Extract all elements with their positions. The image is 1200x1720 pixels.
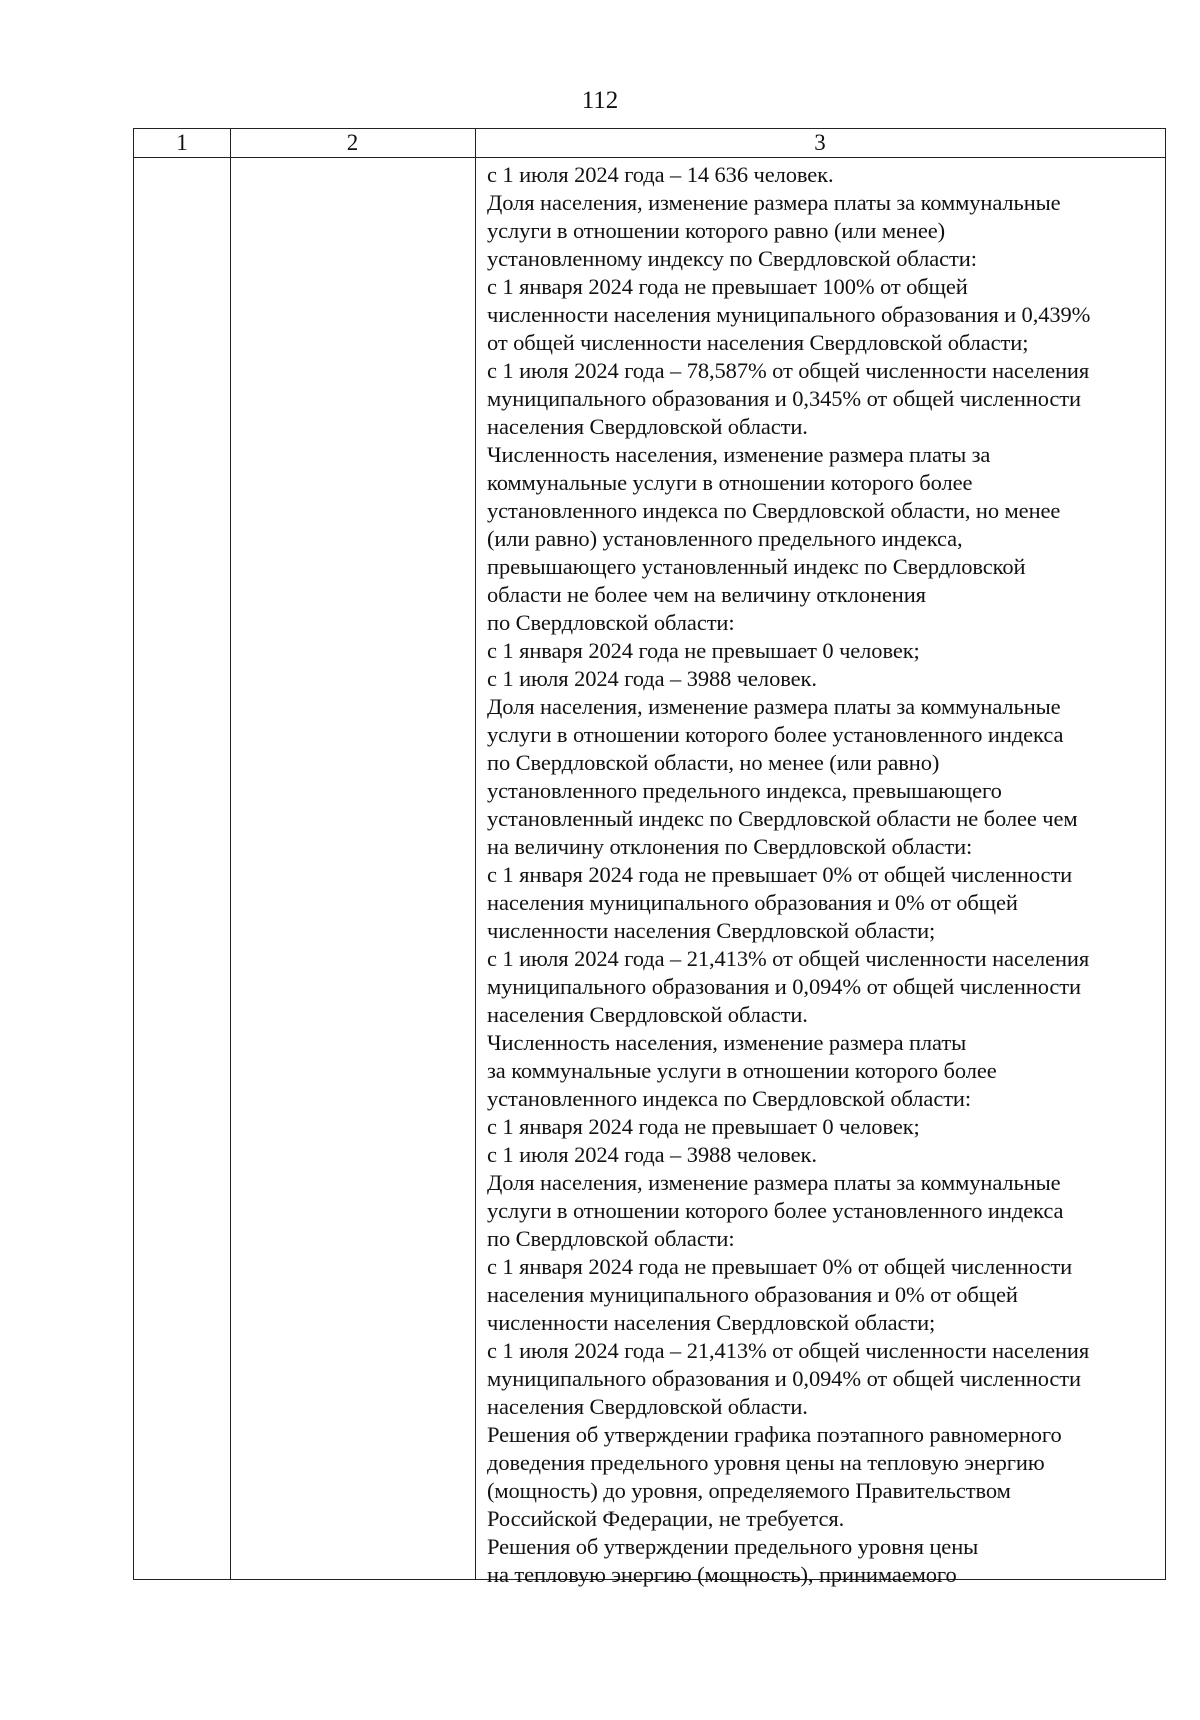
text-line: Доля населения, изменение размера платы за коммунальные — [487, 694, 1061, 719]
text-line: населения Свердловской области. — [487, 414, 808, 439]
text-line: области не более чем на величину отклонения — [487, 582, 926, 607]
page-number: 112 — [581, 87, 619, 114]
text-line: муниципального образования и 0,345% от общей численности — [487, 386, 1081, 411]
text-line: установленному индексу по Свердловской области: — [487, 246, 977, 271]
text-line: установленного предельного индекса, превышающего — [487, 778, 1002, 803]
text-line: превышающего установленный индекс по Свердловской — [487, 554, 1026, 579]
text-line: населения муниципального образования и 0% от общей — [487, 1282, 1018, 1307]
text-line: численности населения муниципального образования и 0,439% — [487, 302, 1091, 327]
text-line: за коммунальные услуги в отношении которого более — [487, 1058, 997, 1083]
text-line: по Свердловской области: — [487, 610, 735, 635]
text-line: с 1 января 2024 года не превышает 0 человек; — [487, 638, 920, 663]
text-line: с 1 июля 2024 года – 21,413% от общей численности населения — [487, 946, 1090, 971]
table-header-row — [134, 129, 1165, 158]
text-line: от общей численности населения Свердловской области; — [487, 330, 1029, 355]
text-line: с 1 июля 2024 года – 21,413% от общей численности населения — [487, 1338, 1090, 1363]
text-line: с 1 июля 2024 года – 3988 человек. — [487, 1142, 817, 1167]
text-line: установленного индекса по Свердловской области: — [487, 1086, 972, 1111]
column-3-content — [487, 161, 1155, 1589]
text-line: по Свердловской области: — [487, 1226, 735, 1251]
text-line: с 1 января 2024 года не превышает 0 человек; — [487, 1114, 920, 1139]
text-line: с 1 января 2024 года не превышает 100% от общей — [487, 274, 968, 299]
text-line: услуги в отношении которого более установленного индекса — [487, 1198, 1064, 1223]
text-line: Доля населения, изменение размера платы за коммунальные — [487, 1170, 1061, 1195]
text-line: установленный индекс по Свердловской области не более чем — [487, 806, 1078, 831]
header-col-2: 2 — [346, 130, 359, 155]
text-line: населения Свердловской области. — [487, 1394, 808, 1419]
text-line: услуги в отношении которого более установленного индекса — [487, 722, 1064, 747]
text-line: с 1 июля 2024 года – 3988 человек. — [487, 666, 817, 691]
header-col-1: 1 — [176, 130, 188, 155]
document-table — [133, 128, 1166, 1587]
text-line: населения Свердловской области. — [487, 1002, 808, 1027]
text-line: установленного индекса по Свердловской области, но менее — [487, 498, 1061, 523]
text-line: на величину отклонения по Свердловской области: — [487, 834, 973, 859]
text-line: Решения об утверждении предельного уровня цены — [487, 1534, 979, 1559]
text-line: Численность населения, изменение размера платы за — [487, 442, 991, 467]
header-col-3: 3 — [814, 130, 826, 155]
text-line: (или равно) установленного предельного индекса, — [487, 526, 963, 551]
text-line: Российской Федерации, не требуется. — [487, 1506, 845, 1531]
text-line: услуги в отношении которого равно (или менее) — [487, 218, 946, 243]
text-line: на тепловую энергию (мощность), принимаемого — [487, 1562, 957, 1587]
text-line: (мощность) до уровня, определяемого Правительством — [487, 1478, 1011, 1503]
column-divider-1 — [230, 129, 231, 1579]
text-line: населения муниципального образования и 0% от общей — [487, 890, 1018, 915]
text-line: муниципального образования и 0,094% от общей численности — [487, 974, 1081, 999]
text-line: муниципального образования и 0,094% от общей численности — [487, 1366, 1081, 1391]
text-line: Численность населения, изменение размера платы — [487, 1030, 967, 1055]
text-line: с 1 января 2024 года не превышает 0% от общей численности — [487, 1254, 1073, 1279]
text-line: Доля населения, изменение размера платы за коммунальные — [487, 190, 1061, 215]
text-line: коммунальные услуги в отношении которого более — [487, 470, 973, 495]
text-line: Решения об утверждении графика поэтапного равномерного — [487, 1422, 1062, 1447]
text-line: доведения предельного уровня цены на тепловую энергию — [487, 1450, 1045, 1475]
text-line: по Свердловской области, но менее (или равно) — [487, 750, 940, 775]
text-line: с 1 июля 2024 года – 14 636 человек. — [487, 162, 834, 187]
column-divider-2 — [475, 129, 476, 1579]
text-line: с 1 января 2024 года не превышает 0% от общей численности — [487, 862, 1073, 887]
text-line: численности населения Свердловской области; — [487, 918, 936, 943]
text-line: с 1 июля 2024 года – 78,587% от общей численности населения — [487, 358, 1090, 383]
text-line: численности населения Свердловской области; — [487, 1310, 936, 1335]
